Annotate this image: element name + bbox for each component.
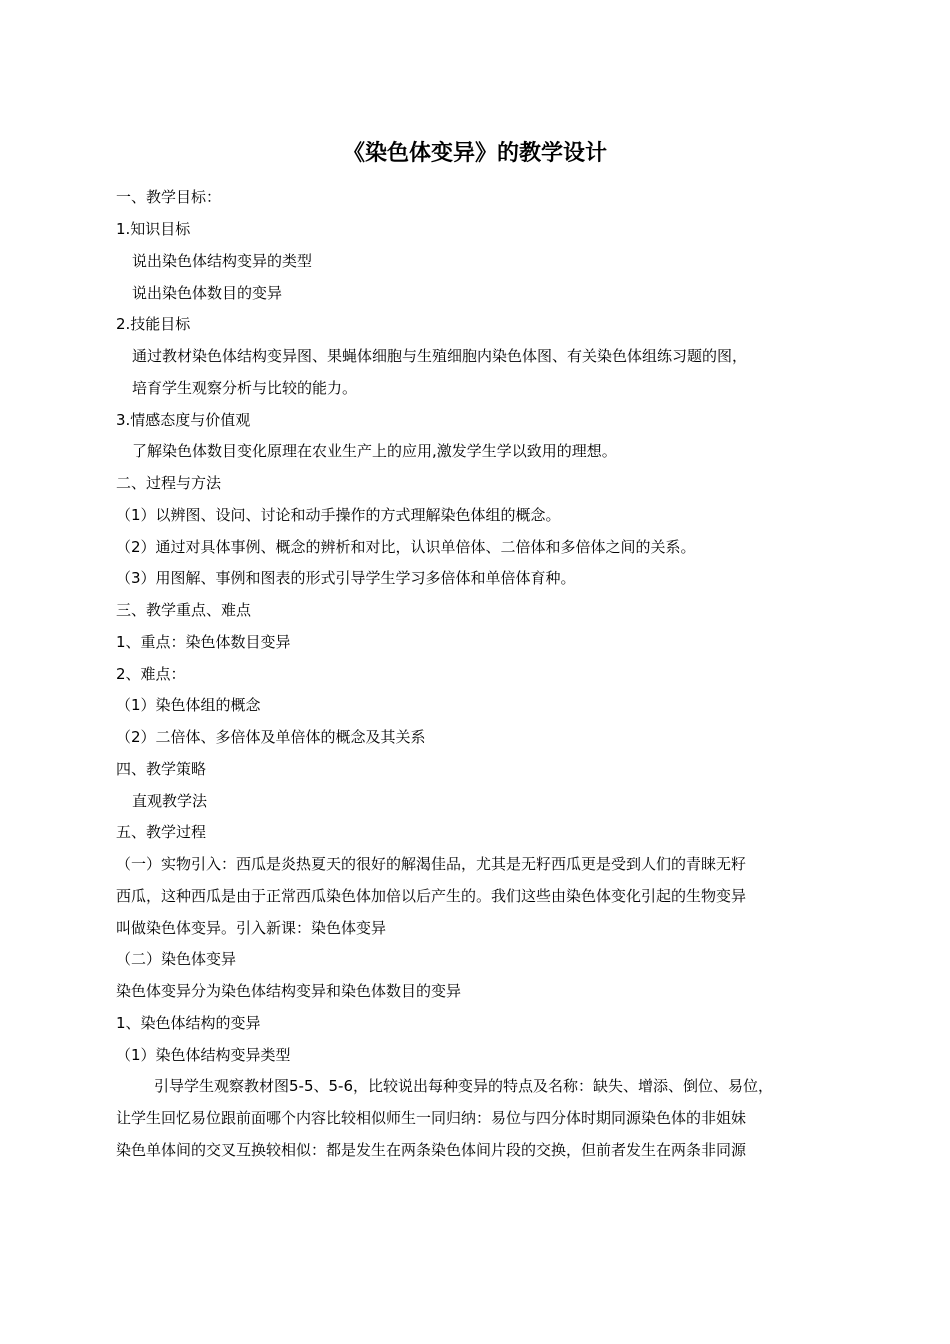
body-line: （3）用图解、事例和图表的形式引导学生学习多倍体和单倍体育种。 — [116, 569, 576, 587]
body-line: 叫做染色体变异。引入新课：染色体变异 — [116, 919, 387, 937]
body-line: （二）染色体变异 — [116, 950, 237, 968]
body-line: 直观教学法 — [132, 792, 208, 810]
section-heading-process: 二、过程与方法 — [116, 474, 222, 492]
body-line: 1、染色体结构的变异 — [116, 1014, 261, 1032]
body-line: （一）实物引入：西瓜是炎热夏天的很好的解渴佳品，尤其是无籽西瓜更是受到人们的青睐无籽 — [116, 855, 747, 873]
document-title: 《染色体变异》的教学设计 — [342, 141, 607, 166]
body-line: （1）染色体结构变异类型 — [116, 1046, 291, 1064]
body-line: （2）二倍体、多倍体及单倍体的概念及其关系 — [116, 728, 426, 746]
section-heading-goals: 一、教学目标： — [116, 188, 222, 206]
body-line: （2）通过对具体事例、概念的辨析和对比，认识单倍体、二倍体和多倍体之间的关系。 — [116, 538, 696, 556]
body-line: 说出染色体数目的变异 — [132, 284, 283, 302]
body-line: 引导学生观察教材图5-5、5-6，比较说出每种变异的特点及名称：缺失、增添、倒位、易位， — [154, 1077, 774, 1095]
subheading-knowledge: 1.知识目标 — [116, 220, 191, 238]
section-heading-procedure: 五、教学过程 — [116, 823, 207, 841]
body-line: 染色单体间的交叉互换较相似：都是发生在两条染色体间片段的交换，但前者发生在两条非同源 — [116, 1141, 747, 1159]
body-line: 通过教材染色体结构变异图、果蝇体细胞与生殖细胞内染色体图、有关染色体组练习题的图， — [132, 347, 748, 365]
body-line: 2、难点： — [116, 665, 186, 683]
body-line: 了解染色体数目变化原理在农业生产上的应用,激发学生学以致用的理想。 — [132, 442, 617, 460]
body-line: 染色体变异分为染色体结构变异和染色体数目的变异 — [116, 982, 462, 1000]
section-heading-key-points: 三、教学重点、难点 — [116, 601, 252, 619]
body-line: 说出染色体结构变异的类型 — [132, 252, 313, 270]
body-line: 西瓜，这种西瓜是由于正常西瓜染色体加倍以后产生的。我们这些由染色体变化引起的生物变异 — [116, 887, 747, 905]
subheading-values: 3.情感态度与价值观 — [116, 411, 251, 429]
body-line: 让学生回忆易位跟前面哪个内容比较相似师生一同归纳：易位与四分体时期同源染色体的非姐妹 — [116, 1109, 747, 1127]
subheading-skills: 2.技能目标 — [116, 315, 191, 333]
body-line: （1）染色体组的概念 — [116, 696, 261, 714]
body-line: 培育学生观察分析与比较的能力。 — [132, 379, 358, 397]
body-line: 1、重点：染色体数目变异 — [116, 633, 291, 651]
body-line: （1）以辨图、设问、讨论和动手操作的方式理解染色体组的概念。 — [116, 506, 561, 524]
section-heading-strategy: 四、教学策略 — [116, 760, 207, 778]
